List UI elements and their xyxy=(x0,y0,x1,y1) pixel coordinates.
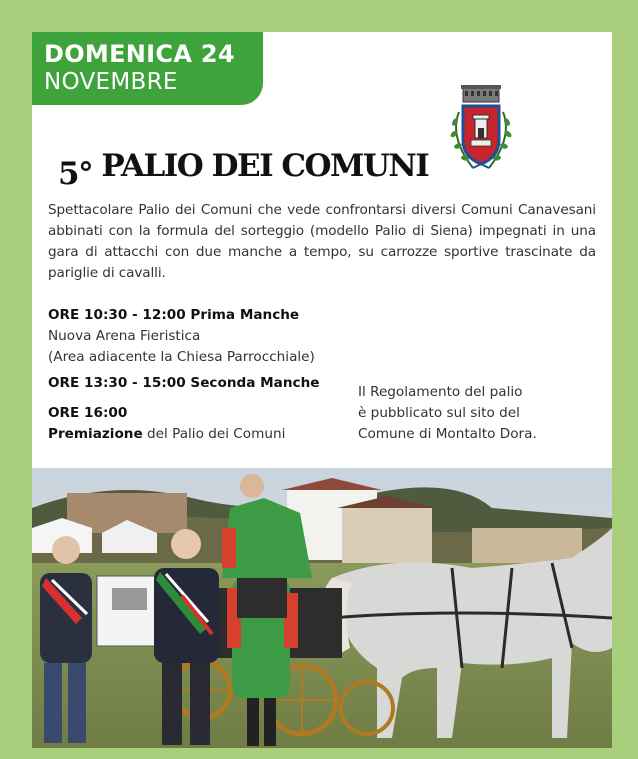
schedule-time-1: ORE 10:30 - 12:00 Prima Manche xyxy=(48,307,300,323)
event-photo xyxy=(32,468,612,748)
regulation-note xyxy=(358,382,537,445)
note-line-3: Comune di Montalto Dora. xyxy=(358,426,537,442)
title-number: 5° xyxy=(58,156,93,192)
coat-of-arms-icon xyxy=(443,82,518,177)
date-month: NOVEMBRE xyxy=(44,69,178,95)
date-badge xyxy=(32,32,263,105)
schedule-item-1 xyxy=(48,305,315,368)
schedule-event-bold: Premiazione xyxy=(48,426,143,442)
schedule-time-2: ORE 13:30 - 15:00 Seconda Manche xyxy=(48,375,320,391)
schedule-time-3: ORE 16:00 xyxy=(48,405,128,421)
note-line-1: Il Regolamento del palio xyxy=(358,384,523,400)
note-line-2: è pubblicato sul sito del xyxy=(358,405,520,421)
schedule-item-2 xyxy=(48,373,319,394)
page-title xyxy=(58,148,429,192)
title-text: PALIO DEI COMUNI xyxy=(101,148,429,184)
schedule-item-3 xyxy=(48,403,285,445)
schedule-detail-1: (Area adiacente la Chiesa Parrocchiale) xyxy=(48,349,315,365)
date-day: DOMENICA 24 xyxy=(44,40,235,68)
schedule-event-rest: del Palio dei Comuni xyxy=(142,426,286,442)
intro-paragraph: Spettacolare Palio dei Comuni che vede confrontarsi diversi Comuni Canavesani abbinati con la formula del sorteggio (modello Palio di Siena) impegnati in una gara di attacchi con due manche a tempo, su carrozze sportive trascinate da pariglie di cavalli. xyxy=(48,202,596,281)
schedule-place-1: Nuova Arena Fieristica xyxy=(48,328,201,344)
